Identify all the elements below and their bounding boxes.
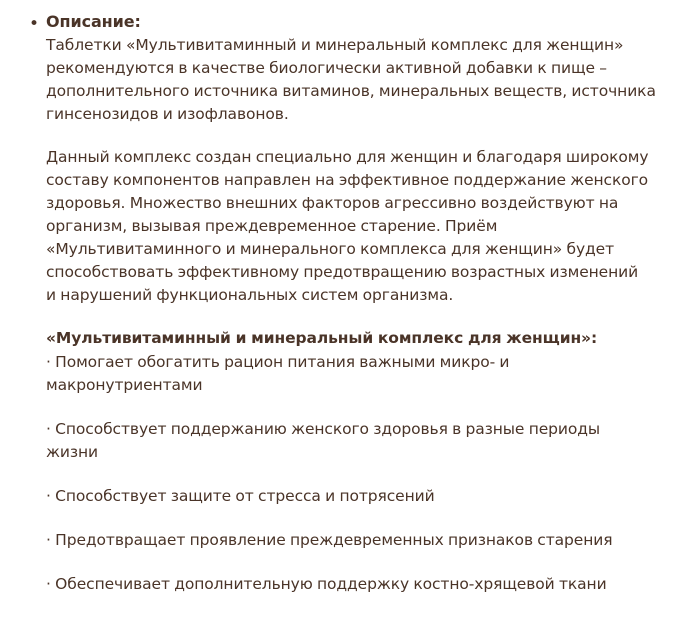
description-paragraph-1: Таблетки «Мультивитаминный и минеральный комплекс для женщин» рекомендуются в качестве биологически активной добавки к пище – дополнительного источника витаминов, минеральных веществ, источника гинсенозидов и изофлавонов. [46,36,656,123]
benefits-heading: «Мультивитаминный и минеральный комплекс для женщин»: [46,329,598,347]
description-paragraph-2: Данный комплекс создан специально для женщин и благодаря широкому составу компонентов направлен на эффективное поддержание женского здоровья. Множество внешних факторов агрессивно воздействуют на организм, вызывая преждевременное старение. Приём «Мультивитаминного и минерального комплекса для женщин» будет способствовать эффективному предотвращению возрастных изменений и нарушений функциональных систем организма. [46,148,649,304]
section-bullet: • [29,14,40,34]
benefit-item: · Способствует поддержанию женского здоровья в разные периоды жизни [46,420,601,461]
description-heading: Описание: [46,12,141,31]
benefit-item: · Обеспечивает дополнительную поддержку костно-хрящевой ткани [46,575,607,593]
description-content [46,10,686,596]
benefit-item: · Способствует защите от стресса и потрясений [46,487,435,505]
benefit-item: · Предотвращает проявление преждевременных признаков старения [46,531,613,549]
benefit-item: · Помогает обогатить рацион питания важными микро- и макронутриентами [46,353,510,394]
